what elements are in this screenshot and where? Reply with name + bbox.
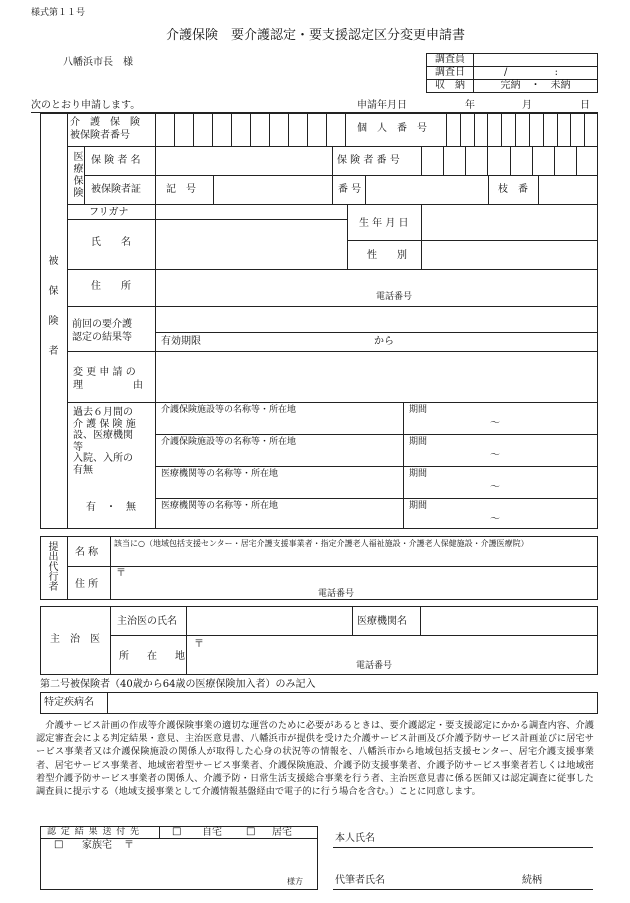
insurer-number-boxes[interactable] bbox=[421, 146, 598, 175]
date-separator: / bbox=[504, 67, 508, 79]
change-reason-line1: 変 更 申 請 の bbox=[73, 367, 136, 378]
validity-label: 有効期限 bbox=[161, 336, 201, 347]
symbol-field[interactable] bbox=[214, 176, 331, 203]
addressee: 八幡浜市長 様 bbox=[63, 57, 133, 68]
person-name-field[interactable] bbox=[385, 830, 592, 845]
investigation-date-label: 調査日 bbox=[427, 67, 474, 80]
digit-box-divider bbox=[250, 113, 251, 146]
period-tilde: ～ bbox=[490, 482, 500, 493]
digit-box-divider bbox=[529, 113, 530, 146]
branch-field[interactable] bbox=[539, 176, 597, 203]
disease-label: 特定疾病名 bbox=[44, 697, 94, 708]
doctor-address-field[interactable] bbox=[206, 637, 596, 659]
digit-box-divider bbox=[443, 146, 444, 175]
digit-box-divider bbox=[193, 113, 194, 146]
result-send-label: 認 定 結 果 送 付 先 bbox=[47, 827, 141, 837]
relation-label: 続柄 bbox=[522, 875, 542, 886]
checkbox-family[interactable]: □ bbox=[54, 839, 64, 850]
facility-row[interactable] bbox=[156, 467, 597, 498]
doctor-name-label: 主治医の氏名 bbox=[117, 616, 177, 627]
digit-box-divider bbox=[576, 146, 577, 175]
digit-box-divider bbox=[269, 113, 270, 146]
doctor-name-field[interactable] bbox=[187, 607, 351, 634]
doctor-phone-label: 電話番号 bbox=[356, 661, 393, 671]
period-label: 期間 bbox=[409, 501, 428, 511]
agent-name-note[interactable]: 該当に○（地域包括支援センター・居宅介護支援事業者・指定介護老人福祉施設・介護老人保健施設・介護医療院） bbox=[114, 539, 529, 548]
time-separator: : bbox=[554, 67, 558, 79]
institution-field[interactable] bbox=[421, 607, 597, 634]
branch-label: 枝 番 bbox=[498, 184, 528, 195]
previous-result-field[interactable] bbox=[156, 307, 597, 331]
digit-box-divider bbox=[570, 113, 571, 146]
digit-box-divider bbox=[326, 113, 327, 146]
collection-label: 収 納 bbox=[427, 80, 474, 93]
facility-history-line5: 入院、入所の bbox=[73, 453, 133, 464]
facility-row[interactable] bbox=[156, 403, 597, 434]
name-field[interactable] bbox=[156, 220, 346, 268]
digit-box-divider bbox=[307, 113, 308, 146]
period-label: 期間 bbox=[409, 469, 428, 479]
digit-box-divider bbox=[554, 146, 555, 175]
investigator-label: 調査員 bbox=[427, 54, 474, 67]
staff-box bbox=[426, 53, 598, 93]
insurance-no-label-line2: 被保険者番号 bbox=[70, 129, 130, 141]
previous-result-line1: 前回の要介護 bbox=[72, 319, 132, 330]
person-name-label: 本人氏名 bbox=[335, 833, 375, 844]
furigana-field[interactable] bbox=[156, 205, 346, 218]
insurer-no-label: 保 険 者 番 号 bbox=[337, 155, 400, 166]
intro-text: 次のとおり申請します。 bbox=[31, 100, 141, 111]
residence-label: 居宅 bbox=[272, 827, 292, 838]
institution-label: 医療機関名 bbox=[357, 616, 407, 627]
birthdate-field[interactable] bbox=[422, 205, 597, 239]
doctor-address-label: 所 在 地 bbox=[119, 651, 189, 662]
agent-phone-label: 電話番号 bbox=[318, 589, 355, 599]
doctor-postal: 〒 bbox=[194, 639, 204, 650]
symbol-label: 記 号 bbox=[166, 184, 196, 195]
gender-field[interactable] bbox=[422, 241, 597, 268]
medical-insurance-label: 医療保険 bbox=[71, 151, 82, 199]
digit-box-divider bbox=[501, 113, 502, 146]
sama-label: 様方 bbox=[287, 877, 303, 886]
digit-box-divider bbox=[446, 113, 447, 146]
birthdate-label: 生 年 月 日 bbox=[359, 218, 409, 229]
proxy-name-field[interactable] bbox=[395, 872, 520, 887]
period-tilde: ～ bbox=[490, 418, 500, 429]
form-title: 介護保険 要介護認定・要支援認定区分変更申請書 bbox=[166, 28, 466, 43]
home-label: 自宅 bbox=[202, 827, 222, 838]
proxy-name-label: 代筆者氏名 bbox=[335, 875, 385, 886]
form-number: 様式第１１号 bbox=[31, 8, 86, 18]
period-label: 期間 bbox=[409, 437, 428, 447]
application-date-label: 申請年月日 bbox=[357, 100, 407, 111]
application-year: 年 bbox=[465, 100, 475, 111]
relation-field[interactable] bbox=[552, 872, 592, 887]
facility-history-line4: 等 bbox=[73, 441, 83, 453]
period-tilde: ～ bbox=[490, 514, 500, 525]
facility-row[interactable] bbox=[156, 499, 597, 528]
address-phone-label: 電話番号 bbox=[376, 292, 413, 302]
gender-label: 性 別 bbox=[367, 250, 407, 261]
change-reason-field[interactable] bbox=[156, 352, 597, 401]
facility-name-label: 介護保険施設等の名称等・所在地 bbox=[161, 437, 297, 447]
application-month: 月 bbox=[522, 100, 532, 111]
facility-history-line3: 設、医療機関 bbox=[73, 430, 133, 441]
digit-box-divider bbox=[474, 113, 475, 146]
agent-section-label: 提出代行者 bbox=[46, 541, 57, 591]
application-day: 日 bbox=[580, 100, 590, 111]
second-insured-note: 第二号被保険者（40歳から64歳の医療保険加入者）のみ記入 bbox=[40, 679, 316, 690]
collection-value[interactable]: 完納 ・ 未納 bbox=[474, 80, 598, 93]
address-label: 住 所 bbox=[91, 281, 131, 292]
facility-name-label: 医療機関等の名称等・所在地 bbox=[161, 501, 279, 511]
digit-box-divider bbox=[487, 146, 488, 175]
agent-address-label: 住 所 bbox=[75, 579, 99, 590]
digit-box-divider bbox=[543, 113, 544, 146]
insurance-number-boxes[interactable] bbox=[155, 113, 345, 146]
digit-box-divider bbox=[212, 113, 213, 146]
facility-yes-no[interactable]: 有 ・ 無 bbox=[86, 502, 136, 513]
insured-cert-label: 被保険者証 bbox=[91, 184, 141, 195]
insurance-no-label bbox=[70, 117, 140, 142]
furigana-label: フリガナ bbox=[89, 207, 129, 218]
previous-result-line2: 認定の結果等 bbox=[72, 332, 132, 343]
digit-box-divider bbox=[532, 146, 533, 175]
digit-box-divider bbox=[510, 146, 511, 175]
family-label: 家族宅 bbox=[82, 840, 112, 851]
change-reason-label bbox=[73, 366, 143, 392]
validity-from: から bbox=[374, 336, 394, 347]
checkbox-home[interactable]: □ bbox=[172, 826, 182, 837]
digit-box-divider bbox=[557, 113, 558, 146]
agent-name-label: 名 称 bbox=[75, 547, 99, 558]
change-reason-line2: 理 由 bbox=[73, 380, 143, 391]
investigation-date-field[interactable] bbox=[474, 67, 598, 80]
name-label: 氏 名 bbox=[91, 237, 131, 248]
doctor-section-label: 主 治 医 bbox=[50, 634, 100, 645]
digit-box-divider bbox=[584, 113, 585, 146]
consent-text: 介護サービス計画の作成等介護保険事業の適切な運営のために必要があるときは、要介護認定・要支援認定にかかる調査内容、介護認定審査会による判定結果・意見、主治医意見書、八幡浜市が提供を受けた介護サービス計画及び介護予防サービス計画並びに居宅サービス事業者又は介護保険施設の関係人が取得した心身の状況等の情報を、八幡浜市から地域包括支援センター、居宅介護支援事業者、居宅サービス事業者、地域密着型サービス事業者、介護保険施設、介護予防支援事業者、介護予防サービス事業者若しくは地域密着型介護予防サービス事業者の関係人、介護予防・日常生活支援総合事業を行う者、主治医意見書に係る医師又は認定調査に従事した調査員に提示する（地域支援事業として介護情報基盤経由で電子的に行う場合を含む。）ことに同意します。 bbox=[36, 720, 594, 798]
insurer-name-label: 保 険 者 名 bbox=[91, 155, 141, 166]
personal-number-boxes[interactable] bbox=[432, 113, 598, 146]
agent-address-field[interactable] bbox=[128, 567, 596, 585]
facility-history-line1: 過去６月間の bbox=[73, 407, 133, 418]
digit-box-divider bbox=[460, 113, 461, 146]
insurance-no-label-line1: 介 護 保 険 bbox=[70, 117, 140, 128]
previous-result-label bbox=[72, 318, 132, 344]
agent-postal: 〒 bbox=[116, 568, 126, 579]
facility-row[interactable] bbox=[156, 435, 597, 466]
family-postal: 〒 bbox=[124, 840, 134, 851]
facility-history-line2: 介 護 保 険 施 bbox=[73, 418, 136, 430]
investigator-field[interactable] bbox=[474, 54, 598, 67]
period-tilde: ～ bbox=[490, 450, 500, 461]
checkbox-residence[interactable]: □ bbox=[246, 826, 256, 837]
family-address-field[interactable] bbox=[136, 840, 316, 876]
facility-name-label: 医療機関等の名称等・所在地 bbox=[161, 469, 279, 479]
digit-box-divider bbox=[515, 113, 516, 146]
digit-box-divider bbox=[288, 113, 289, 146]
digit-box-divider bbox=[487, 113, 488, 146]
digit-box-divider bbox=[174, 113, 175, 146]
insured-section-label: 被保険者 bbox=[46, 255, 57, 375]
digit-box-divider bbox=[231, 113, 232, 146]
personal-no-label: 個 人 番 号 bbox=[357, 123, 427, 134]
insurer-name-field[interactable] bbox=[156, 147, 331, 174]
disease-field[interactable] bbox=[108, 693, 597, 713]
facility-name-label: 介護保険施設等の名称等・所在地 bbox=[161, 405, 297, 415]
facility-history-label bbox=[73, 407, 136, 476]
digit-box-divider bbox=[465, 146, 466, 175]
period-label: 期間 bbox=[409, 405, 428, 415]
number-label: 番 号 bbox=[338, 184, 362, 195]
number-field[interactable] bbox=[366, 176, 487, 203]
facility-history-line6: 有無 bbox=[73, 464, 93, 476]
